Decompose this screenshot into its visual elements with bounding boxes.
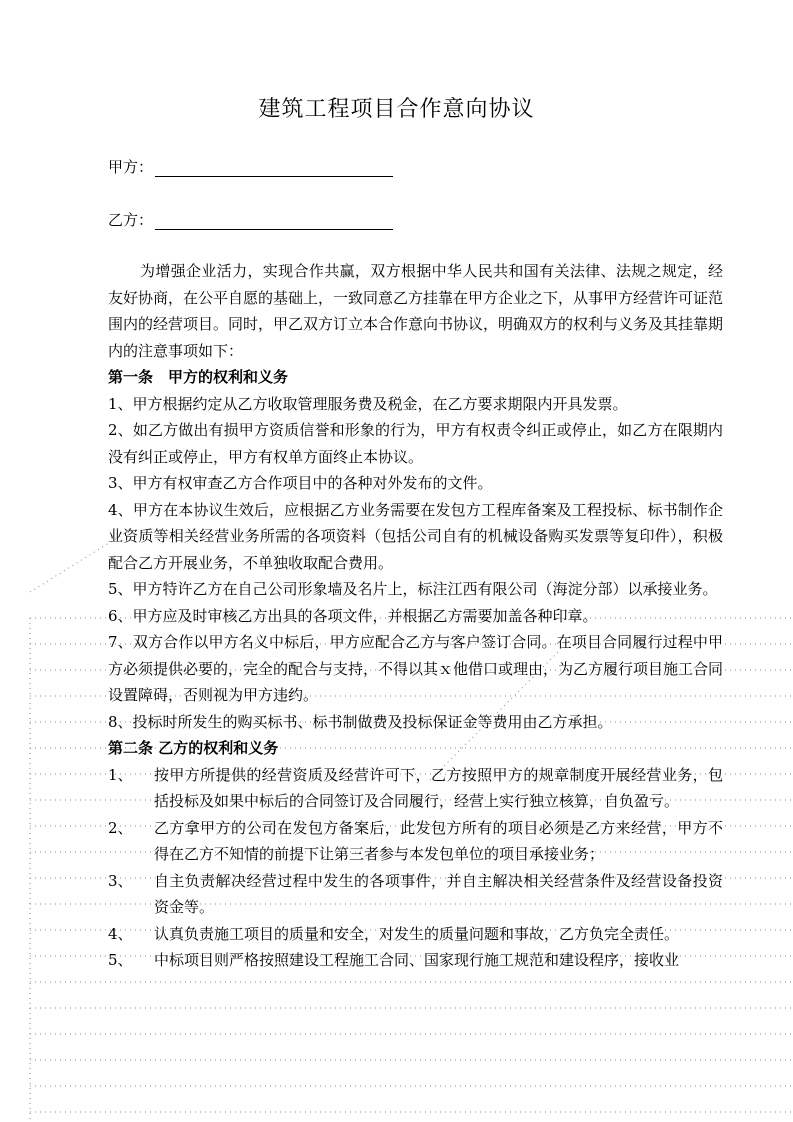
section-2-item — [108, 921, 723, 948]
item-text: 按甲方所提供的经营资质及经营许可下，乙方按照甲方的规章制度开展经营业务，包括投标及如果中标后的合同签订及合同履行，经营上实行独立核算，自负盈亏。 — [154, 765, 723, 810]
section-1-item: 6、甲方应及时审核乙方出具的各项文件，并根据乙方需要加盖各种印章。 — [108, 606, 598, 625]
agreement-body — [108, 258, 723, 974]
section-1-item: 8、投标时所发生的购买标书、标书制做费及投标保证金等费用由乙方承担。 — [108, 712, 613, 731]
item-text: 自主负责解决经营过程中发生的各项事件，并自主解决相关经营条件及经营设备投资资金等。 — [154, 871, 723, 916]
item-text: 认真负责施工项目的质量和安全，对发生的质量问题和事故，乙方负完全责任。 — [154, 924, 680, 943]
item-number: 3、 — [108, 871, 133, 890]
section-2-item — [108, 815, 723, 868]
party-b-label: 乙方： — [108, 211, 154, 229]
section-2-title: 第二条 乙方的权利和义务 — [108, 739, 279, 757]
section-1-item: 4、甲方在本协议生效后，应根据乙方业务需要在发包方工程库备案及工程投标、标书制作企业资质等相关经营业务所需的各项资料（包括公司自有的机械设备购买发票等复印件），积极配合乙方开展业务，不单独收取配合费用。 — [108, 500, 723, 572]
document-title: 建筑工程项目合作意向协议 — [258, 97, 535, 122]
section-1-item: 3、甲方有权审查乙方合作项目中的各种对外发布的文件。 — [108, 474, 493, 492]
section-1-title: 第一条 甲方的权利和义务 — [108, 368, 289, 386]
item-number: 1、 — [108, 765, 133, 784]
section-1-item: 1、甲方根据约定从乙方收取管理服务费及税金，在乙方要求期限内开具发票。 — [108, 394, 628, 413]
section-1-item: 5、甲方特许乙方在自己公司形象墙及名片上，标注江西有限公司（海淀分部）以承接业务。 — [108, 580, 718, 598]
section-1-item: 7、双方合作以甲方名义中标后，甲方应配合乙方与客户签订合同。在项目合同履行过程中甲方必须提供必要的，完全的配合与支持，不得以其ｘ他借口或理由，为乙方履行项目施工合同设置障碍，否则视为甲方违约。 — [108, 633, 724, 704]
intro-paragraph: 为增强企业活力，实现合作共赢，双方根据中华人民共和国有关法律、法规之规定，经友好协商，在公平自愿的基础上，一致同意乙方挂靠在甲方企业之下，从事甲方经营许可证范围内的经营项目。同时，甲乙双方订立本合作意向书协议，明确双方的权利与义务及其挂靠期内的注意事项如下： — [108, 262, 724, 360]
section-2-item — [108, 762, 723, 815]
item-number: 5、 — [108, 951, 133, 969]
item-text: 中标项目则严格按照建设工程施工合同、国家现行施工规范和建设程序，接收业 — [154, 951, 680, 969]
party-a-line — [108, 157, 393, 177]
party-b-line — [108, 210, 393, 230]
section-1-item: 2、如乙方做出有损甲方资质信誉和形象的行为，甲方有权责令纠正或停止，如乙方在限期内没有纠正或停止，甲方有权单方面终止本协议。 — [108, 421, 723, 466]
item-number: 2、 — [108, 818, 133, 837]
party-b-blank — [155, 213, 393, 230]
party-a-blank — [155, 160, 393, 177]
item-number: 4、 — [108, 924, 133, 943]
item-text: 乙方拿甲方的公司在发包方备案后，此发包方所有的项目必须是乙方来经营，甲方不得在乙方不知情的前提下让第三者参与本发包单位的项目承接业务； — [154, 818, 723, 863]
party-a-label: 甲方： — [108, 158, 154, 176]
section-2-item — [108, 868, 723, 921]
section-2-item — [108, 947, 723, 974]
